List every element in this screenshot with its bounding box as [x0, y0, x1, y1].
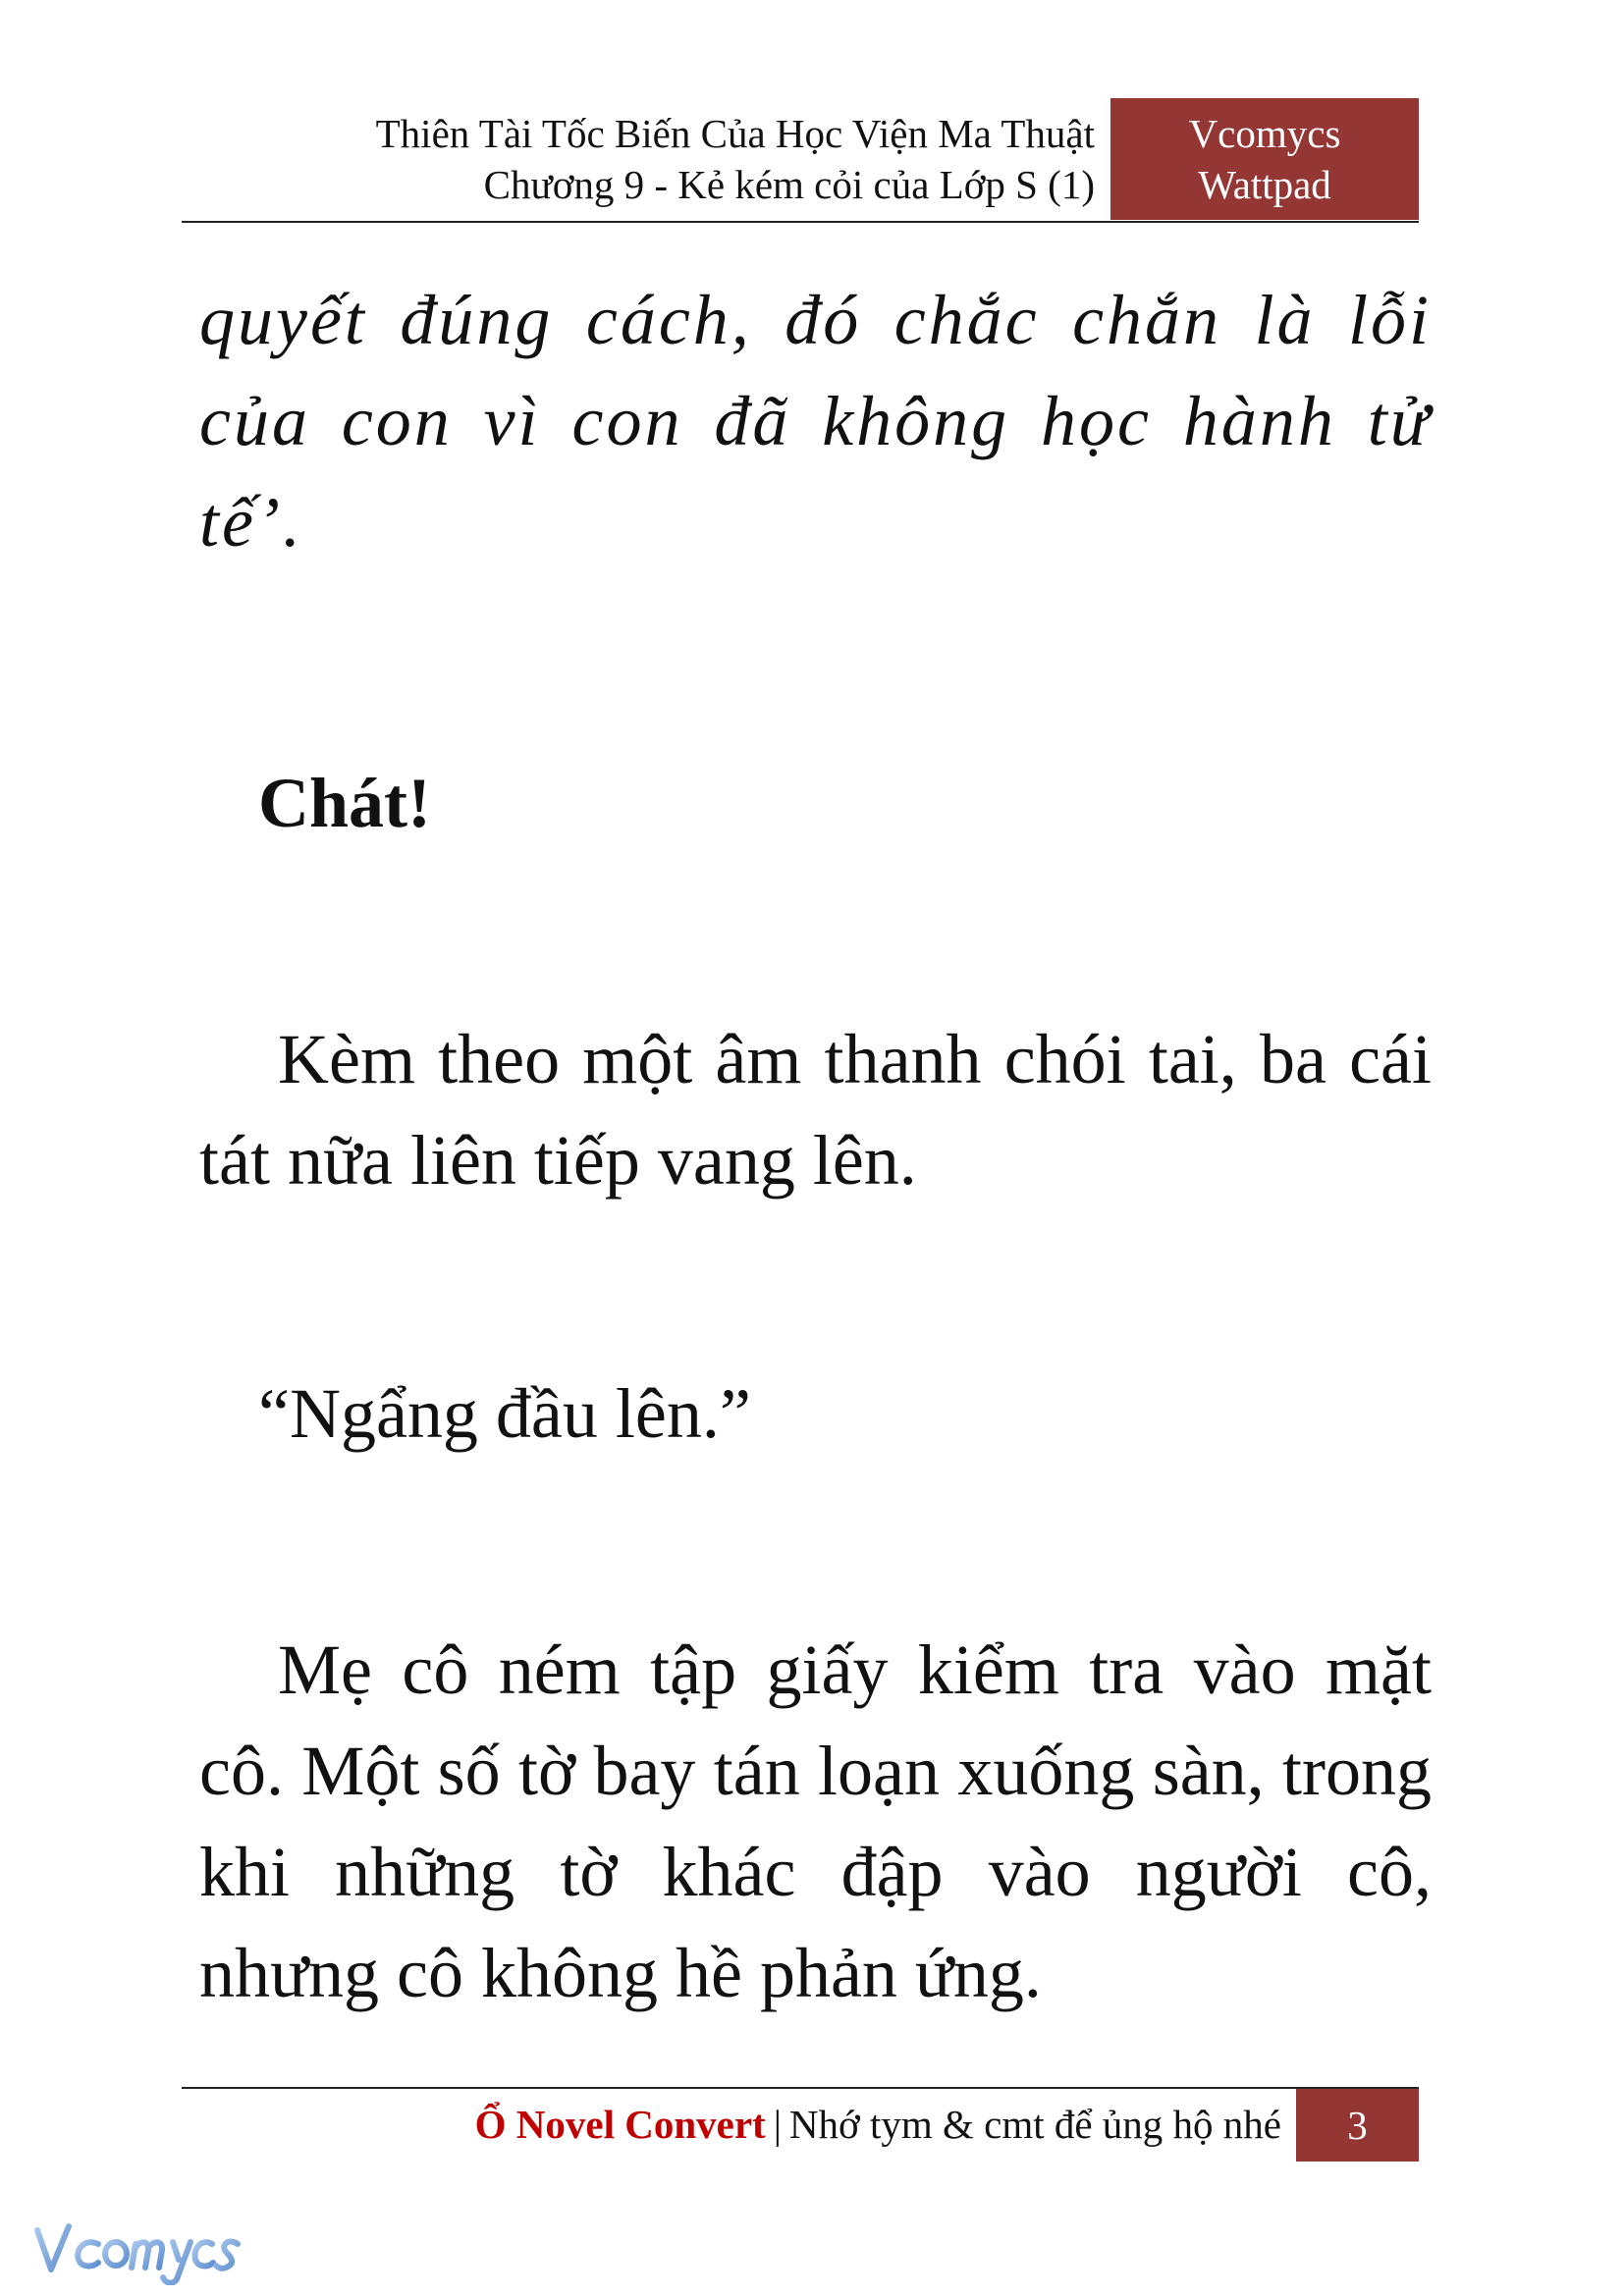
page-footer: [182, 2087, 1419, 2162]
page-content: [199, 270, 1432, 2024]
paragraph-4: “Ngẩng đầu lên.”: [258, 1374, 751, 1453]
paragraph-3: Kèm theo một âm thanh chói tai, ba cái tát nữa liên tiếp vang lên.: [199, 1020, 1432, 1200]
header-titles: [376, 108, 1095, 210]
chapter-title: Chương 9 - Kẻ kém cỏi của Lớp S (1): [483, 162, 1095, 207]
book-title: Thiên Tài Tốc Biến Của Học Viện Ma Thuật: [375, 111, 1095, 156]
vcomycs-logo-icon: [29, 2216, 245, 2285]
footer-separator: |: [773, 2102, 782, 2147]
paragraph-1: quyết đúng cách, đó chắc chắn là lỗi của con vì con đã không học hành tử tế’.: [199, 281, 1432, 561]
source-badge: [1110, 98, 1419, 220]
footer-message: Nhớ tym & cmt để ủng hộ nhé: [788, 2102, 1281, 2147]
paragraph-2: Chát!: [258, 764, 431, 842]
footer-text: [475, 2099, 1281, 2150]
page-header: [182, 98, 1419, 223]
paragraph-5: Mẹ cô ném tập giấy kiểm tra vào mặt cô. Một số tờ bay tán loạn xuống sàn, trong khi những tờ khác đập vào người cô, nhưng cô không hề phản ứng.: [199, 1630, 1432, 2012]
badge-line-2: Wattpad: [1198, 162, 1331, 207]
page-number: 3: [1296, 2089, 1419, 2162]
badge-line-1: Vcomycs: [1188, 111, 1341, 156]
footer-brand: Ổ Novel Convert: [474, 2102, 766, 2147]
